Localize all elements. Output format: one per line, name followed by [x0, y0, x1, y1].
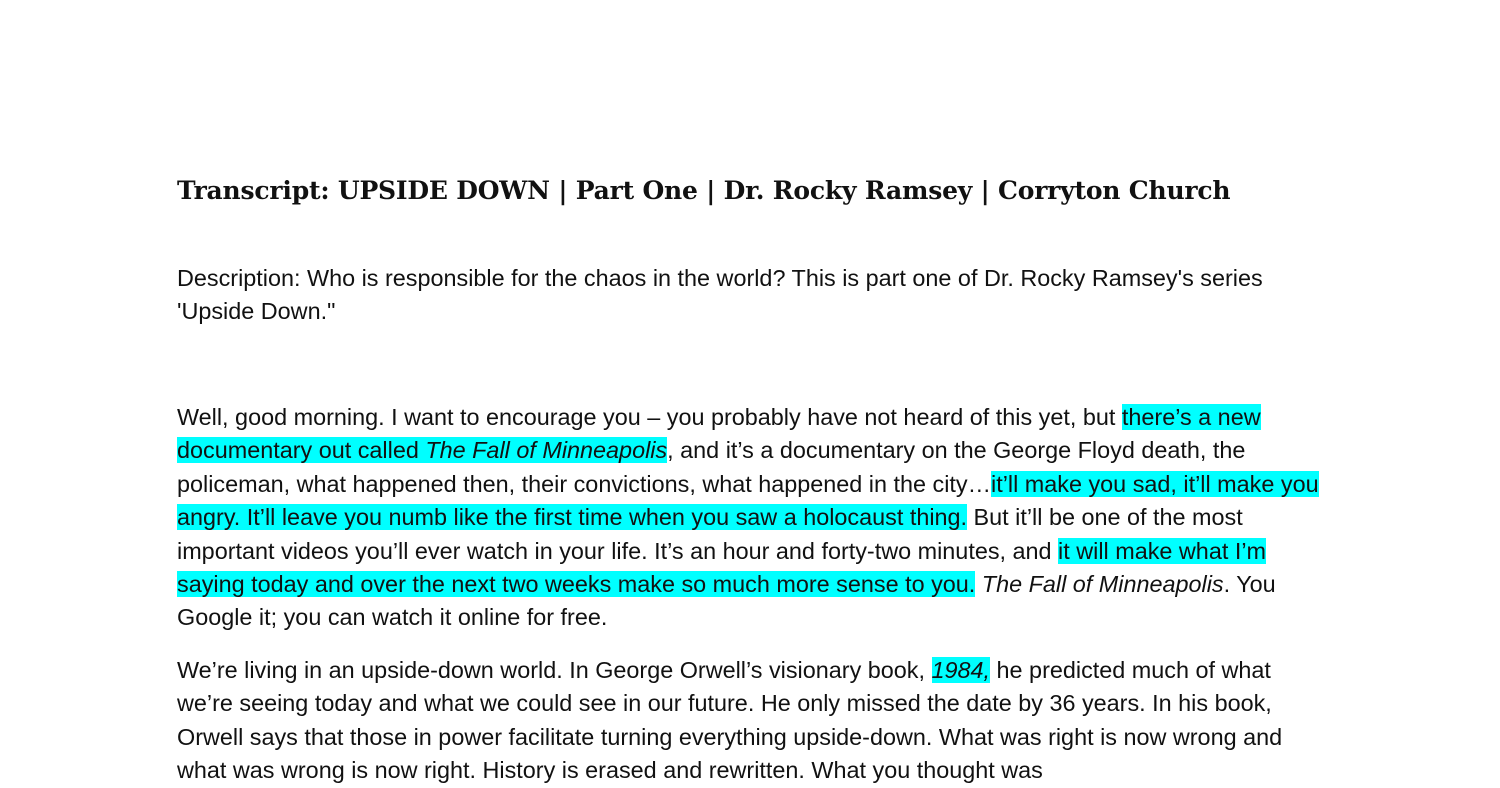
text-span: he predicted much of what we’re seeing today and what we could see in our future. He only missed the date by 36 years. In his book, Orwell says that those in power facilitate turning everything upside-down. What was right is now wrong and what was wrong is now right. History is erased and rewritten. What you thought was [177, 657, 1283, 784]
transcript-paragraph-2 [177, 654, 1329, 788]
highlighted-italic-title: The Fall of Minneapolis [425, 437, 668, 464]
highlighted-italic-title: 1984, [931, 657, 991, 683]
document-title: Transcript: UPSIDE DOWN | Part One | Dr. Rocky Ramsey | Corryton Church [177, 176, 1231, 205]
highlighted-text: it’ll make you sad, it’ll make you angry. It’ll leave you numb like the first time when you saw a holocaust thing. [177, 470, 1319, 531]
highlighted-text: there’s a new documentary out called [177, 404, 1261, 464]
text-span: . You Google it; you can watch it online for free. [177, 571, 1276, 631]
italic-title: The Fall of Minneapolis [981, 571, 1224, 598]
description-paragraph: Description: Who is responsible for the chaos in the world? This is part one of Dr. Rocky Ramsey's series 'Upside Down." [177, 265, 1263, 325]
text-span: Well, good morning. I want to encourage you – you probably have not heard of this yet, but [177, 404, 1122, 430]
text-span: We’re living in an upside-down world. In George Orwell’s visionary book, [177, 657, 932, 683]
transcript-paragraph-1 [177, 401, 1329, 635]
text-span: But it’ll be one of the most important videos you’ll ever watch in your life. It’s an hour and forty-two minutes, and [177, 504, 1243, 564]
text-span: , and it’s a documentary on the George Floyd death, the policeman, what happened then, their convictions, what happened in the city… [177, 437, 1246, 497]
highlighted-text: it will make what I’m saying today and over the next two weeks make so much more sense to you. [177, 537, 1267, 598]
